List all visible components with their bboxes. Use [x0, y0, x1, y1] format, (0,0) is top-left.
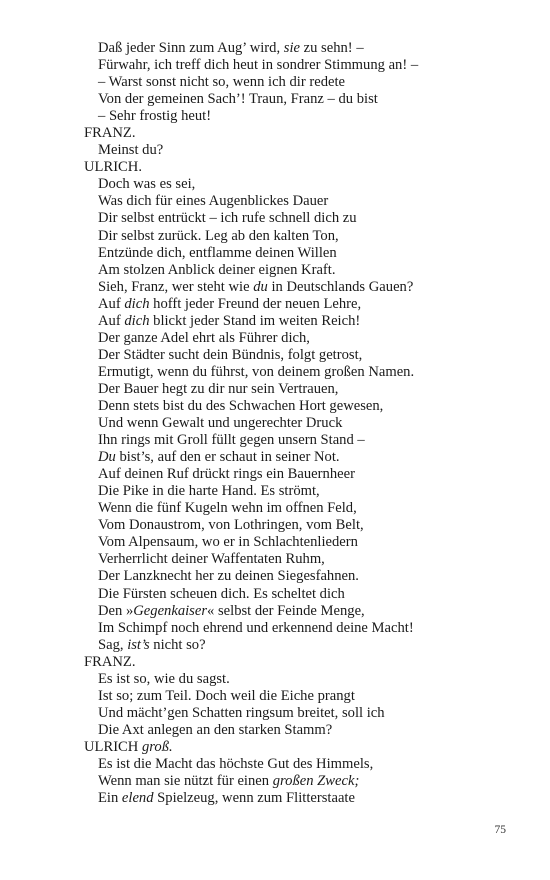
text-segment: Den »	[98, 602, 134, 619]
text-segment: Und wenn Gewalt und ungerechter Druck	[98, 415, 343, 432]
text-segment: Und mächt’gen Schatten ringsum breitet, soll ich	[98, 704, 385, 721]
text-segment: bist’s, auf den er schaut in seiner Not.	[115, 449, 340, 466]
text-segment: Am stolzen Anblick deiner eignen Kraft.	[98, 261, 336, 278]
verse-line	[0, 534, 550, 551]
text-segment: Spielzeug, wenn zum Flitterstaate	[153, 790, 355, 807]
verse-line	[0, 296, 550, 313]
emphasis-text: ist’s	[127, 636, 150, 653]
emphasis-text: Gegenkaiser	[133, 602, 208, 619]
speaker-name	[0, 159, 550, 176]
verse-line	[0, 40, 550, 57]
text-segment: Daß jeder Sinn zum Aug’ wird,	[98, 40, 284, 56]
verse-line	[0, 637, 550, 654]
verse-line	[0, 108, 550, 125]
text-segment: in Deutschlands Gauen?	[267, 278, 414, 295]
verse-line	[0, 705, 550, 722]
emphasis-text: großen Zweck;	[272, 773, 360, 790]
verse-line	[0, 330, 550, 347]
text-segment: ULRICH.	[84, 159, 142, 176]
text-segment: Fürwahr, ich treff dich heut in sondrer Stimmung an! –	[98, 57, 419, 74]
text-segment: Von der gemeinen Sach’! Traun, Franz – du bist	[98, 91, 378, 108]
text-segment: Auf deinen Ruf drückt rings ein Bauernheer	[98, 466, 355, 483]
text-segment: zu sehn! –	[299, 40, 364, 56]
speaker-name	[0, 125, 550, 142]
text-segment: Sag,	[98, 636, 128, 653]
text-segment: Der Bauer hegt zu dir nur sein Vertrauen,	[98, 380, 339, 397]
text-segment: Der ganze Adel ehrt als Führer dich,	[98, 329, 310, 346]
verse-line	[0, 74, 550, 91]
text-segment: – Sehr frostig heut!	[98, 108, 212, 125]
emphasis-text: dich	[124, 312, 150, 329]
verse-line	[0, 193, 550, 210]
text-segment: Im Schimpf noch ehrend und erkennend deine Macht!	[98, 619, 414, 636]
text-segment: Die Fürsten scheuen dich. Es scheltet dich	[98, 585, 345, 602]
verse-line	[0, 347, 550, 364]
text-segment: Ist so; zum Teil. Doch weil die Eiche prangt	[98, 687, 355, 704]
text-segment: Wenn man sie nützt für einen	[98, 773, 273, 790]
text-segment: Wenn die fünf Kugeln wehn im offnen Feld,	[98, 500, 357, 517]
text-segment: Auf	[98, 312, 125, 329]
verse-line	[0, 262, 550, 279]
verse-line	[0, 142, 550, 159]
verse-line	[0, 483, 550, 500]
text-segment: Die Axt anlegen an den starken Stamm?	[98, 721, 333, 738]
text-segment: Denn stets bist du des Schwachen Hort gewesen,	[98, 397, 384, 414]
text-segment: Es ist die Macht das höchste Gut des Himmels,	[98, 755, 374, 772]
text-segment: Doch was es sei,	[98, 176, 196, 193]
emphasis-text: groß.	[141, 738, 173, 755]
emphasis-text: sie	[283, 40, 300, 56]
verse-line	[0, 449, 550, 466]
text-segment: Dir selbst entrückt – ich rufe schnell dich zu	[98, 210, 357, 227]
page-number: 75	[494, 824, 506, 836]
emphasis-text: dich	[124, 295, 150, 312]
verse-line	[0, 364, 550, 381]
text-segment: hofft jeder Freund der neuen Lehre,	[149, 295, 362, 312]
text-segment: Ein	[98, 790, 122, 807]
text-segment: Die Pike in die harte Hand. Es strömt,	[98, 483, 320, 500]
text-segment: « selbst der Feinde Menge,	[207, 602, 365, 619]
speaker-name	[0, 739, 550, 756]
verse-line	[0, 671, 550, 688]
verse-line	[0, 586, 550, 603]
text-segment: nicht so?	[149, 636, 206, 653]
text-segment: blickt jeder Stand im weiten Reich!	[149, 312, 361, 329]
text-segment: Ermutigt, wenn du führst, von deinem großen Namen.	[98, 363, 415, 380]
speaker-name	[0, 654, 550, 671]
emphasis-text: elend	[121, 790, 154, 807]
emphasis-text: Du	[98, 449, 116, 466]
verse-line	[0, 57, 550, 74]
text-segment: ULRICH	[84, 738, 142, 755]
verse-line	[0, 228, 550, 245]
text-segment: Was dich für eines Augenblickes Dauer	[98, 193, 329, 210]
verse-line	[0, 432, 550, 449]
text-segment: Meinst du?	[98, 142, 164, 159]
verse-line	[0, 773, 550, 790]
text-segment: – Warst sonst nicht so, wenn ich dir redete	[98, 74, 346, 91]
text-segment: Der Lanzknecht her zu deinen Siegesfahnen.	[98, 568, 359, 585]
text-segment: Ihn rings mit Groll füllt gegen unsern Stand –	[98, 432, 365, 449]
drama-text	[0, 40, 550, 807]
text-segment: Sieh, Franz, wer steht wie	[98, 278, 254, 295]
verse-line	[0, 279, 550, 296]
verse-line	[0, 500, 550, 517]
verse-line	[0, 790, 550, 807]
verse-line	[0, 466, 550, 483]
verse-line	[0, 245, 550, 262]
text-segment: Verherrlicht deiner Waffentaten Ruhm,	[98, 551, 325, 568]
verse-line	[0, 210, 550, 227]
verse-line	[0, 688, 550, 705]
verse-line	[0, 756, 550, 773]
text-segment: Vom Donaustrom, von Lothringen, vom Belt,	[98, 517, 364, 534]
text-segment: Entzünde dich, entflamme deinen Willen	[98, 244, 337, 261]
verse-line	[0, 415, 550, 432]
verse-line	[0, 620, 550, 637]
text-segment: Es ist so, wie du sagst.	[98, 670, 230, 687]
verse-line	[0, 398, 550, 415]
text-segment: FRANZ.	[84, 125, 136, 142]
text-segment: Auf	[98, 295, 125, 312]
verse-line	[0, 91, 550, 108]
verse-line	[0, 517, 550, 534]
text-segment: Der Städter sucht dein Bündnis, folgt getrost,	[98, 346, 363, 363]
text-segment: Dir selbst zurück. Leg ab den kalten Ton,	[98, 227, 339, 244]
verse-line	[0, 551, 550, 568]
verse-line	[0, 313, 550, 330]
text-segment: FRANZ.	[84, 653, 136, 670]
verse-line	[0, 603, 550, 620]
emphasis-text: du	[253, 278, 268, 295]
verse-line	[0, 381, 550, 398]
verse-line	[0, 722, 550, 739]
verse-line	[0, 176, 550, 193]
text-segment: Vom Alpensaum, wo er in Schlachtenliedern	[98, 534, 358, 551]
verse-line	[0, 568, 550, 585]
